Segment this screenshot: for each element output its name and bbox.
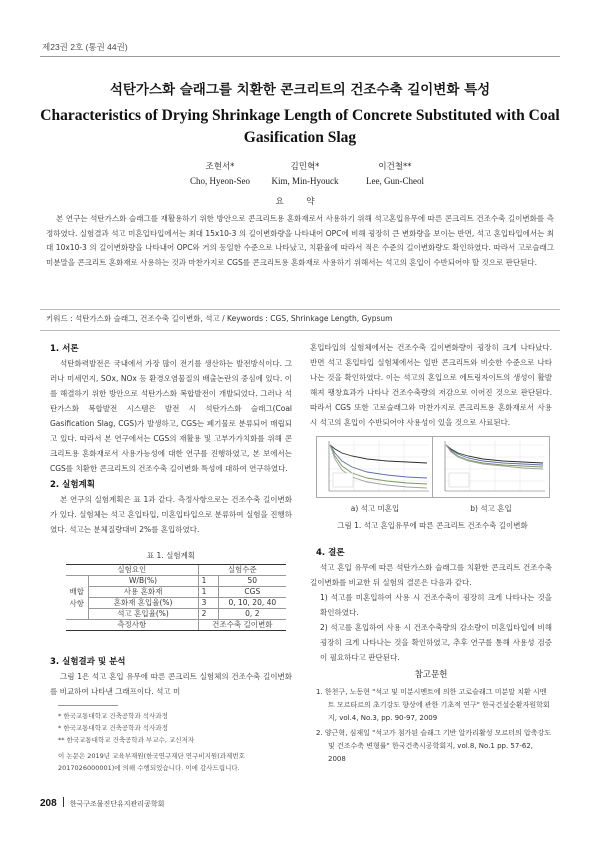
- keywords: 키워드 : 석탄가스화 슬래그, 건조수축 길이변화, 석고 / Keywords : CGS, Shrinkage Length, Gypsum: [46, 314, 393, 323]
- footnote-1: * 한국교통대학교 건축공학과 석사과정: [58, 712, 168, 720]
- table1-measure-label: 측정사항: [66, 620, 198, 631]
- results-continued-paragraph: 혼입타입의 실험체에서는 건조수축 길이변화량이 굉장히 크게 나타났다. 반면 석고 혼입타입 실험체에서는 일반 콘크리트와 비슷한 수준으로 나타나는 것을 확인하였다. 이는 석고의 혼입으로 에트링자이트의 생성이 활발해져 팽창효과가 나타나 건조수축량의 저감으로 이어진 것으로 판단된다. 따라서 CGS 또한 고로슬래그와 마찬가지로 콘크리트용 혼화재로서 사용 시 석고의 혼입이 수반되어야 사용성이 있을 것으로 사료된다.: [310, 343, 552, 427]
- table1-header-factor: 실험요인: [66, 565, 198, 576]
- table1-caption: 표 1. 실험계획: [146, 551, 196, 560]
- table-row: [66, 620, 286, 631]
- table1: [66, 564, 286, 631]
- table1-cell: 사용 혼화재: [88, 587, 198, 598]
- acknowledgement-line-2: 2017026000001)에 의해 수행되었습니다. 이에 감사드립니다.: [58, 764, 240, 772]
- table1-cell: 0, 10, 20, 40: [218, 598, 286, 609]
- figure1-plot-b-svg: [433, 437, 549, 497]
- intro-paragraph: 석탄화력발전은 국내에서 가장 많이 전기를 생산하는 발전방식이다. 그러나 미세먼지, SOx, NOx 등 환경오염물질의 배출논란의 중심에 있다. 이를 해결하기 위한 방안으로 석탄가스화 복합발전이 개발되었다. 그러나 석탄가스화 복합발전 시스템은 발전 시 석탄가스화 슬래그(Coal Gasification Slag, CGS)가 발생하고, CGS는 폐기물로 분류되어 매립되고 있다. 따라서 본 연구에서는 CGS의 재활용 및 고부가가치화를 위해 콘크리트용 혼화재로서 사용가능성에 대한 연구를 진행하였고, 본 보에서는 CGS를 치환한 콘크리트의 건조수축 길이변화 특성에 대하여 연구하였다.: [50, 359, 292, 473]
- figure1-plot-b: [432, 436, 550, 498]
- issue-label: 제23권 2호 (통권 44권): [42, 42, 128, 52]
- table1-group-label: 배합사항: [66, 576, 88, 620]
- figure1-caption: 그림 1. 석고 혼입유무에 따른 콘크리트 건조수축 길이변화: [337, 521, 528, 530]
- journal-name: 한국구조물진단유지관리공학회: [69, 801, 165, 808]
- section-concl-body: [310, 560, 552, 665]
- results-continued-body: [310, 340, 552, 430]
- table1-cell: 1: [198, 576, 218, 587]
- footnotes: [58, 710, 298, 774]
- figure1-plot-a-svg: [317, 437, 433, 497]
- keywords-bottom-rule: [40, 330, 560, 331]
- page-number: 208: [40, 798, 57, 809]
- author-3: [330, 160, 460, 188]
- exp-paragraph: 본 연구의 실험계획은 표 1과 같다. 측정사항으로는 건조수축 길이변화가 있다. 실험체는 석고 혼입타입, 미혼입타입으로 분류하여 실험을 진행하였다. 석고는 분체질량대비 2%를 혼입하였다.: [50, 495, 292, 534]
- footer-divider: [63, 797, 64, 807]
- section-exp-body: [50, 492, 292, 537]
- table-row: [66, 587, 286, 598]
- figure1-sub-b: b) 석고 혼입: [470, 504, 512, 513]
- concl-item-1: 1) 석고를 미혼입하여 사용 시 건조수축이 굉장히 크게 나타나는 것을 확인하였다.: [320, 593, 552, 617]
- author-1-en: Cho, Hyeon-Seo: [190, 176, 250, 186]
- abstract-heading: 요 약: [275, 197, 325, 207]
- page-footer: [40, 797, 164, 809]
- header-divider: [40, 56, 560, 57]
- english-title: Characteristics of Drying Shrinkage Length of Concrete Substituted with Coal Gasification Slag: [40, 107, 560, 146]
- plot-a-series-1: [330, 445, 427, 463]
- korean-title: 석탄가스화 슬래그를 치환한 콘크리트의 건조수축 길이변화 특성: [109, 82, 491, 98]
- author-1-ko: 조현서*: [205, 162, 235, 172]
- section-results-body: [50, 669, 292, 699]
- table-row: [66, 598, 286, 609]
- table1-cell: CGS: [218, 587, 286, 598]
- table1-measure-value: 건조수축 길이변화: [198, 620, 286, 631]
- references-list: [316, 686, 552, 766]
- footnote-2: * 한국교통대학교 건축공학과 석사과정: [58, 724, 168, 732]
- table1-cell: 0, 2: [218, 609, 286, 620]
- concl-item-2: 2) 석고를 혼입하여 사용 시 건조수축량의 감소량이 미혼입타입에 비해 굉장히 크게 나타나는 것을 확인하였고, 추후 연구를 통해 사용성 검증이 필요하다고 판단된다.: [320, 623, 552, 662]
- abstract-text: 본 연구는 석탄가스화 슬래그를 재활용하기 위한 방안으로 콘크리트용 혼화재로서 사용하기 위해 석고혼입유무에 따른 콘크리트 건조수축 길이변화를 측정하였다. 실험결과 석고 미혼입타입에서는 최대 15x10-3 의 길이변화량을 나타내어 OPC에 비해 굉장히 큰 변화량을 보이는 반면, 석고 혼입타입에서는 최대 10x10-3 의 길이변화량을 나타내어 OPC와 거의 동일한 수준으로 나타났고, 치환율에 따라서 적은 수준의 길이변화량도 확인하였다. 따라서 고로슬래그 미분말을 콘크리트 혼화재로 사용하는 것과 마찬가지로 CGS를 콘크리트용 혼화재로 사용하기 위해서는 석고의 혼입이 수반되어야 할 것으로 판단된다.: [46, 214, 554, 267]
- references-title: 참고문헌: [414, 670, 448, 680]
- table1-cell: 2: [198, 609, 218, 620]
- reference-item: 1. 한천구, 노동현 "석고 및 미분시멘트에 의한 고로슬래그 미분말 치환 시멘트 모르타르의 초기강도 향상에 관한 기초적 연구" 한국건설순환자원학회지, vol.4, No.3, pp. 90-97, 2009: [316, 688, 550, 722]
- author-2-ko: 김민혁*: [290, 162, 320, 172]
- table1-cell: W/B(%): [88, 576, 198, 587]
- section-concl-title: 4. 결론: [316, 548, 345, 558]
- author-2-en: Kim, Min-Hyouck: [271, 176, 339, 186]
- author-3-en: Lee, Gun-Cheol: [366, 176, 424, 186]
- table1-cell: 혼화재 혼입율(%): [88, 598, 198, 609]
- footnote-rule: [58, 705, 118, 706]
- plot-a-legend: [333, 473, 353, 487]
- acknowledgement-line-1: 이 논문은 2019년 교육부재원(한국연구재단 연구비지원(과제번호: [58, 752, 245, 760]
- section-intro-title: 1. 서론: [50, 344, 79, 354]
- plot-b-series-1: [446, 445, 543, 463]
- table1-header-row: [66, 565, 286, 576]
- table1-header-level: 실험수준: [198, 565, 286, 576]
- section-exp-title: 2. 실험계획: [50, 480, 95, 490]
- table1-cell: 1: [198, 587, 218, 598]
- table1-cell: 석고 혼입율(%): [88, 609, 198, 620]
- plot-b-series-3: [446, 445, 543, 467]
- keywords-top-rule: [40, 309, 560, 310]
- reference-item: 2. 양근혁, 심재일 "석고가 첨가된 슬래그 기반 알카리활성 모르터의 압축강도 및 건조수축 변형률" 한국건축시공학회지, vol.8, No.1 pp. 57-62, 2008: [316, 729, 552, 763]
- figure1-sub-a: a) 석고 미혼입: [350, 504, 400, 513]
- figure1-plot-a: [316, 436, 434, 498]
- table-row: [66, 576, 286, 587]
- table1-cell: 50: [218, 576, 286, 587]
- concl-intro: 석고 혼입 유무에 따른 석탄가스화 슬래그를 치환한 콘크리트 건조수축 길이변화를 비교한 뒤 실험의 결론은 다음과 같다.: [310, 563, 552, 587]
- section-results-title: 3. 실험결과 및 분석: [50, 657, 126, 667]
- table-row: [66, 609, 286, 620]
- section-intro-body: [50, 356, 292, 476]
- results-paragraph: 그림 1은 석고 혼입 유무에 따른 콘크리트 실험체의 건조수축 길이변화를 비교하여 나타낸 그래프이다. 석고 미: [50, 672, 292, 696]
- plot-b-legend: [449, 473, 469, 487]
- footnote-3: ** 한국교통대학교 건축공학과 부교수, 교신저자: [58, 736, 195, 744]
- author-3-ko: 이건철**: [378, 162, 412, 172]
- table1-cell: 3: [198, 598, 218, 609]
